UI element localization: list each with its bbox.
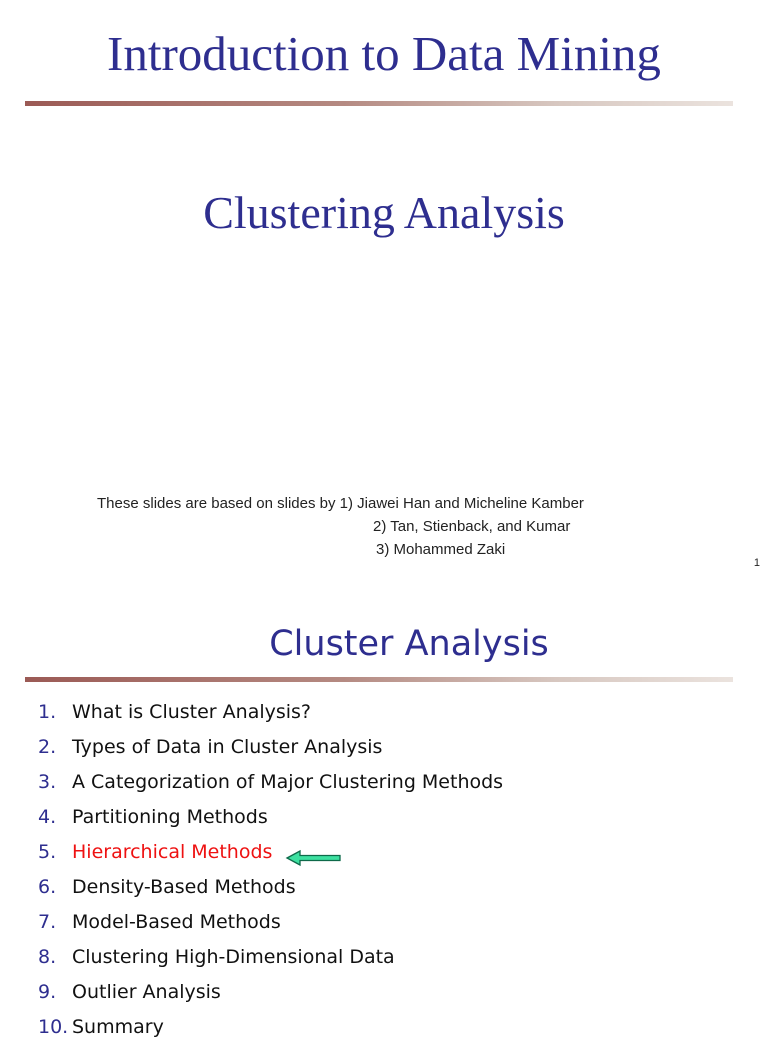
item-number: 8. — [38, 946, 57, 968]
item-number: 4. — [38, 806, 57, 828]
credit-line: 2) Tan, Stienback, and Kumar — [373, 518, 571, 535]
slide-subtitle: Clustering Analysis — [203, 187, 565, 238]
item-label: Model-Based Methods — [72, 911, 281, 933]
outline-item — [0, 800, 768, 835]
item-number: 2. — [38, 736, 57, 758]
item-label: Summary — [72, 1016, 164, 1038]
slide-title: Introduction to Data Mining — [107, 26, 661, 81]
item-number: 6. — [38, 876, 57, 898]
item-label: A Categorization of Major Clustering Methods — [72, 771, 504, 793]
outline-slide — [0, 585, 768, 1038]
title-divider — [25, 101, 733, 106]
outline-item-current — [0, 835, 768, 870]
outline-item — [0, 1010, 768, 1045]
outline-item — [0, 870, 768, 905]
outline-item — [0, 730, 768, 765]
item-label: Types of Data in Cluster Analysis — [72, 736, 383, 758]
item-label: Density-Based Methods — [72, 876, 296, 898]
left-arrow-icon — [286, 850, 342, 866]
title-divider — [25, 677, 733, 682]
outline-item — [0, 975, 768, 1010]
outline-item — [0, 940, 768, 975]
slide-title: Cluster Analysis — [269, 624, 549, 664]
item-label: Clustering High-Dimensional Data — [72, 946, 395, 968]
slide-number: 1 — [753, 557, 760, 569]
item-number: 1. — [38, 701, 57, 723]
item-label: What is Cluster Analysis? — [72, 701, 312, 723]
item-number: 5. — [38, 841, 57, 863]
outline-item — [0, 905, 768, 940]
item-label: Partitioning Methods — [72, 806, 268, 828]
item-label: Outlier Analysis — [72, 981, 221, 1003]
outline-item — [0, 765, 768, 800]
outline-list — [0, 695, 768, 1045]
item-number: 3. — [38, 771, 57, 793]
credit-line: These slides are based on slides by 1) Jiawei Han and Micheline Kamber — [97, 495, 584, 512]
credit-line: 3) Mohammed Zaki — [376, 541, 506, 558]
item-number: 10. — [38, 1016, 69, 1038]
outline-item — [0, 695, 768, 730]
item-label: Hierarchical Methods — [72, 841, 273, 863]
item-number: 9. — [38, 981, 57, 1003]
item-number: 7. — [38, 911, 57, 933]
